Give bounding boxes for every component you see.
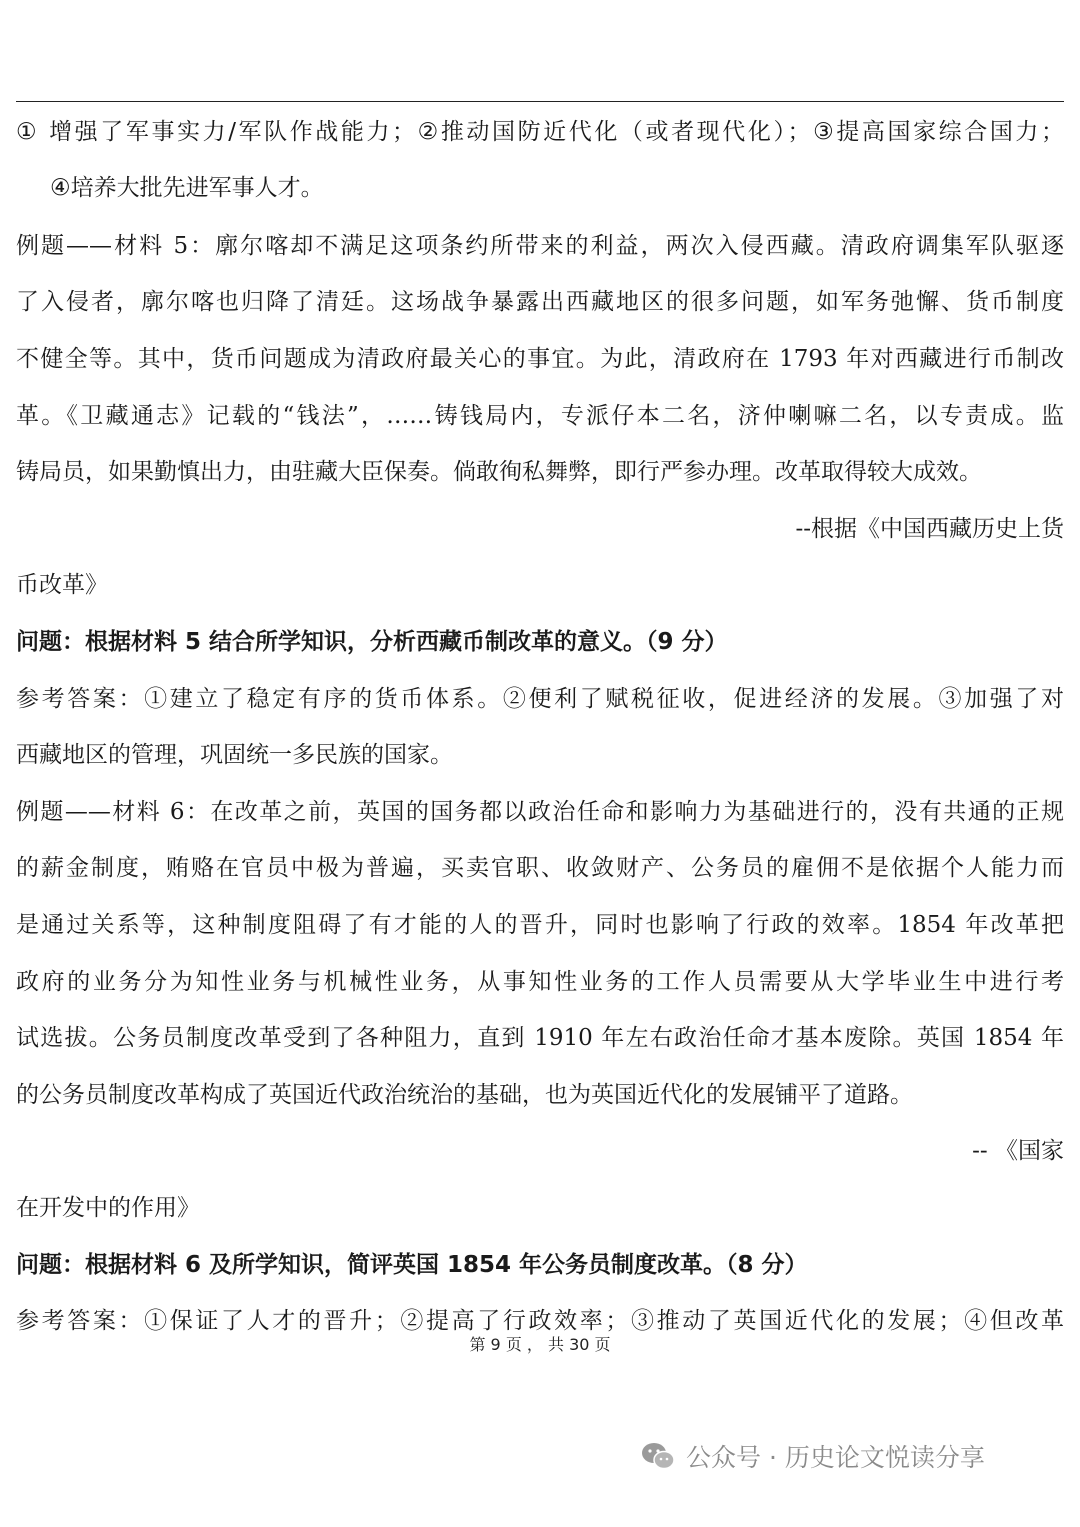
material-5-line: 革。《卫藏通志》记载的“钱法”，……铸钱局内，专派仔本二名，济仲喇嘛二名，以专责成。监 xyxy=(16,403,1064,429)
question-heading: 问题：根据材料 5 结合所学知识，分析西藏币制改革的意义。（9 分） xyxy=(16,629,728,655)
question-heading: 问题：根据材料 6 及所学知识，简评英国 1854 年公务员制度改革。（8 分） xyxy=(16,1252,808,1278)
material-5-line: 例题——材料 5：廓尔喀却不满足这项条约所带来的利益，两次入侵西藏。清政府调集军队驱逐 xyxy=(16,233,1064,259)
material-5-line: 铸局员，如果勤慎出力，由驻藏大臣保奏。倘敢徇私舞弊，即行严参办理。改革取得较大成效。 xyxy=(16,459,982,485)
material-6-line: 的薪金制度，贿赂在官员中极为普遍，买卖官职、收敛财产、公务员的雇佣不是依据个人能力而 xyxy=(16,855,1064,881)
source-citation: -- 《国家 xyxy=(972,1138,1064,1164)
watermark xyxy=(640,1434,985,1478)
page-number: 第 9 页 ， 共 30 页 xyxy=(469,1335,611,1354)
material-6-line: 例题——材料 6：在改革之前，英国的国务都以政治任命和影响力为基础进行的，没有共通的正规 xyxy=(16,799,1064,825)
material-6-line: 的公务员制度改革构成了英国近代政治统治的基础，也为英国近代化的发展铺平了道路。 xyxy=(16,1082,913,1108)
header-rule xyxy=(16,101,1064,102)
material-6-line: 是通过关系等，这种制度阻碍了有才能的人的晋升，同时也影响了行政的效率。1854 年改革把 xyxy=(16,912,1064,938)
reference-answer-line: 参考答案：①建立了稳定有序的货币体系。②便利了赋税征收，促进经济的发展。③加强了对 xyxy=(16,686,1064,712)
source-citation: 币改革》 xyxy=(16,572,108,598)
answer-line: ④培养大批先进军事人才。 xyxy=(50,175,324,201)
wechat-icon xyxy=(640,1441,676,1471)
material-5-line: 了入侵者，廓尔喀也归降了清廷。这场战争暴露出西藏地区的很多问题，如军务弛懈、货币制度 xyxy=(16,289,1064,315)
answer-line: ① 增强了军事实力/军队作战能力；②推动国防近代化（或者现代化）；③提高国家综合国力； xyxy=(16,119,1064,145)
reference-answer-line: 参考答案：①保证了人才的晋升；②提高了行政效率；③推动了英国近代化的发展；④但改革 xyxy=(16,1308,1064,1334)
material-6-line: 试选拔。公务员制度改革受到了各种阻力，直到 1910 年左右政治任命才基本废除。英国 1854 年 xyxy=(16,1025,1064,1051)
source-citation: --根据《中国西藏历史上货 xyxy=(795,516,1064,542)
watermark-text: 公众号 · 历史论文悦读分享 xyxy=(686,1443,985,1472)
material-6-line: 政府的业务分为知性业务与机械性业务，从事知性业务的工作人员需要从大学毕业生中进行考 xyxy=(16,969,1064,995)
source-citation: 在开发中的作用》 xyxy=(16,1195,200,1221)
reference-answer-line: 西藏地区的管理，巩固统一多民族的国家。 xyxy=(16,742,453,768)
material-5-line: 不健全等。其中，货币问题成为清政府最关心的事宜。为此，清政府在 1793 年对西藏进行币制改 xyxy=(16,346,1064,372)
